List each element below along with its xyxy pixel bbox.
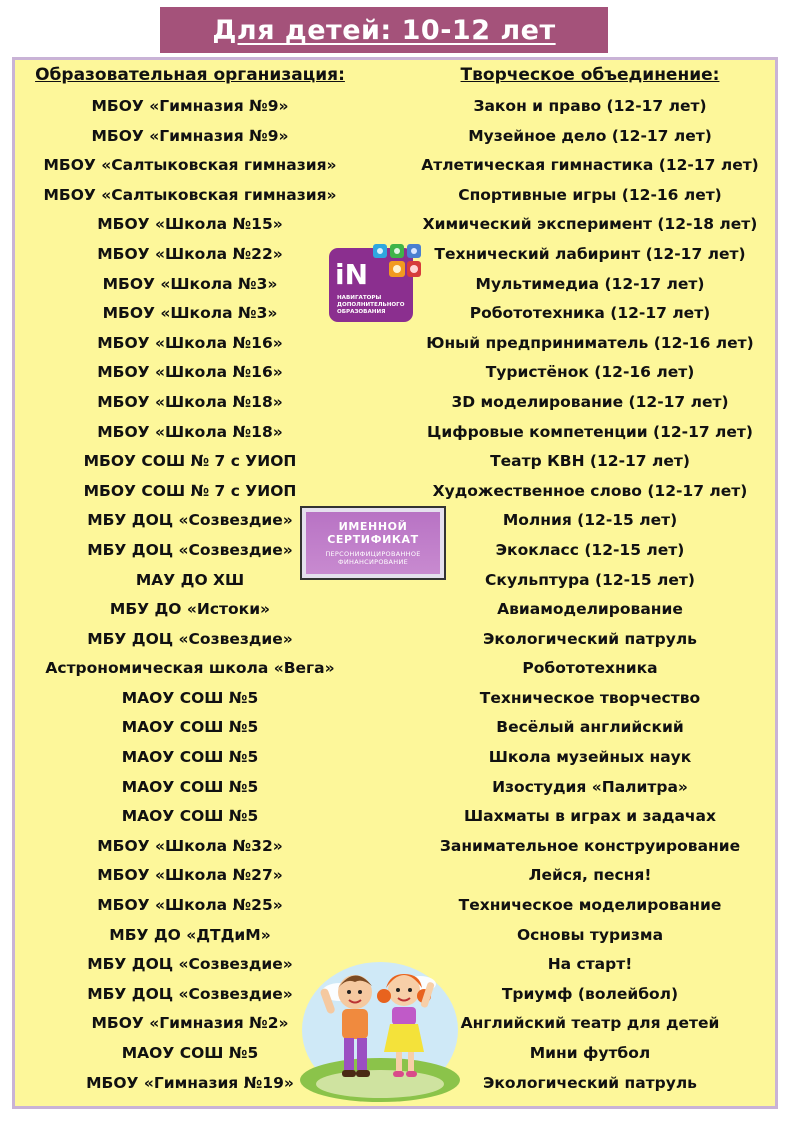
org-name: МБОУ «Школа №15» bbox=[97, 215, 283, 234]
program-name: Мини футбол bbox=[529, 1044, 651, 1062]
program-name: Основы туризма bbox=[516, 925, 664, 944]
program-name: Закон и право (12-17 лет) bbox=[473, 97, 707, 115]
program-name: Шахматы в играх и задачах bbox=[463, 807, 717, 826]
column-headers bbox=[15, 65, 779, 91]
table-row bbox=[15, 686, 779, 716]
org-name: МБОУ «Гимназия №2» bbox=[91, 1014, 289, 1033]
table-row bbox=[15, 212, 779, 242]
org-name: МБОУ «Салтыковская гимназия» bbox=[43, 185, 337, 204]
program-name: Химический эксперимент (12-18 лет) bbox=[422, 215, 758, 234]
program-name: Музейное дело (12-17 лет) bbox=[468, 126, 712, 145]
table-row bbox=[15, 420, 779, 450]
program-column-header: Творческое объединение: bbox=[460, 65, 720, 85]
program-name: Техническое творчество bbox=[479, 688, 701, 707]
program-name: Экологический патруль bbox=[483, 1073, 697, 1092]
org-name: МБУ ДО «Истоки» bbox=[109, 600, 271, 619]
program-name: На старт! bbox=[547, 955, 633, 974]
org-name: Астрономическая школа «Вега» bbox=[45, 659, 335, 678]
program-name: Туристёнок (12-16 лет) bbox=[485, 363, 695, 382]
org-name: МБОУ «Школа №16» bbox=[97, 363, 283, 382]
table-row bbox=[15, 804, 779, 834]
program-name: Техническое моделирование bbox=[458, 896, 722, 915]
table-row bbox=[15, 923, 779, 953]
table-row bbox=[15, 745, 779, 775]
org-name: МБОУ «Школа №3» bbox=[102, 304, 278, 323]
certificate-subtitle: ПЕРСОНИФИЦИРОВАННОЕ ФИНАНСИРОВАНИЕ bbox=[325, 550, 421, 566]
table-row bbox=[15, 94, 779, 124]
svg-text:ДОПОЛНИТЕЛЬНОГО: ДОПОЛНИТЕЛЬНОГО bbox=[337, 302, 405, 308]
org-name: МБОУ «Школа №25» bbox=[97, 896, 283, 915]
program-name: Атлетическая гимнастика (12-17 лет) bbox=[421, 156, 759, 175]
table-row bbox=[15, 863, 779, 893]
org-name: МБУ ДОЦ «Созвездие» bbox=[87, 540, 293, 559]
org-name: МАОУ СОШ №5 bbox=[121, 718, 259, 737]
title-banner bbox=[160, 7, 608, 53]
org-name: МБОУ «Гимназия №9» bbox=[91, 126, 289, 145]
program-name: Экокласс (12-15 лет) bbox=[495, 540, 685, 559]
program-name: Экологический патруль bbox=[483, 629, 697, 648]
program-name: Английский театр для детей bbox=[460, 1014, 720, 1033]
program-name: Мультимедиа (12-17 лет) bbox=[475, 274, 705, 293]
table-row bbox=[15, 153, 779, 183]
table-row bbox=[15, 627, 779, 657]
program-name: Молния (12-15 лет) bbox=[502, 511, 678, 530]
program-name: Школа музейных наук bbox=[488, 748, 692, 767]
org-column-header: Образовательная организация: bbox=[35, 65, 345, 85]
program-name: Художественное слово (12-17 лет) bbox=[432, 481, 748, 500]
org-name: МБОУ «Школа №16» bbox=[97, 333, 283, 352]
program-name: Цифровые компетенции (12-17 лет) bbox=[427, 422, 753, 441]
org-name: МАОУ СОШ №5 bbox=[121, 748, 259, 767]
program-name: Юный предприниматель (12-16 лет) bbox=[426, 333, 754, 352]
org-name: МБОУ «Школа №18» bbox=[97, 392, 283, 411]
program-name: Робототехника (12-17 лет) bbox=[469, 304, 711, 323]
table-row bbox=[15, 479, 779, 509]
program-name: Скульптура (12-15 лет) bbox=[485, 570, 695, 589]
org-name: МБОУ СОШ № 7 с УИОП bbox=[83, 481, 297, 500]
table-row bbox=[15, 360, 779, 390]
program-name: Лейся, песня! bbox=[528, 866, 652, 885]
table-row bbox=[15, 656, 779, 686]
org-name: МАОУ СОШ №5 bbox=[121, 807, 259, 826]
org-name: МАОУ СОШ №5 bbox=[121, 777, 259, 796]
org-name: МБУ ДОЦ «Созвездие» bbox=[87, 511, 293, 530]
org-name: МАУ ДО ХШ bbox=[135, 570, 245, 589]
table-row bbox=[15, 124, 779, 154]
program-name: Изостудия «Палитра» bbox=[492, 777, 688, 796]
table-row bbox=[15, 331, 779, 361]
org-name: МБОУ «Школа №27» bbox=[97, 866, 283, 885]
org-name: МБОУ СОШ № 7 с УИОП bbox=[83, 452, 297, 471]
program-name: Театр КВН (12-17 лет) bbox=[490, 452, 690, 471]
program-name: Занимательное конструирование bbox=[439, 836, 741, 855]
program-name: Триумф (волейбол) bbox=[501, 984, 679, 1003]
svg-text:НАВИГАТОРЫ: НАВИГАТОРЫ bbox=[337, 295, 382, 301]
org-name: МБОУ «Гимназия №9» bbox=[91, 97, 289, 115]
table-row bbox=[15, 390, 779, 420]
org-name: МАОУ СОШ №5 bbox=[121, 1044, 259, 1062]
program-name: Спортивные игры (12-16 лет) bbox=[458, 185, 722, 204]
org-name: МБОУ «Школа №32» bbox=[97, 836, 283, 855]
table-row bbox=[15, 715, 779, 745]
page-title: Для детей: 10-12 лет bbox=[212, 14, 556, 46]
program-name: Весёлый английский bbox=[496, 718, 684, 737]
certificate-title: ИМЕННОЙ СЕРТИФИКАТ bbox=[327, 520, 419, 546]
logo-mark: iN bbox=[335, 258, 369, 291]
table-row bbox=[15, 449, 779, 479]
org-name: МБУ ДО «ДТДиМ» bbox=[109, 925, 271, 944]
certificate-badge bbox=[300, 506, 446, 580]
table-row bbox=[15, 834, 779, 864]
navigator-logo bbox=[329, 244, 423, 322]
org-name: МБУ ДОЦ «Созвездие» bbox=[87, 629, 293, 648]
table-row bbox=[15, 597, 779, 627]
program-name: 3D моделирование (12-17 лет) bbox=[451, 392, 729, 411]
org-name: МБУ ДОЦ «Созвездие» bbox=[87, 955, 293, 974]
program-name: Авиамоделирование bbox=[497, 600, 683, 619]
program-name: Технический лабиринт (12-17 лет) bbox=[434, 244, 746, 263]
kids-illustration bbox=[300, 952, 460, 1102]
table-row bbox=[15, 183, 779, 213]
org-name: МБУ ДОЦ «Созвездие» bbox=[87, 984, 293, 1003]
org-name: МБОУ «Школа №22» bbox=[97, 244, 283, 263]
table-row bbox=[15, 893, 779, 923]
org-name: МБОУ «Школа №3» bbox=[102, 274, 278, 293]
table-row bbox=[15, 775, 779, 805]
org-name: МАОУ СОШ №5 bbox=[121, 688, 259, 707]
org-name: МБОУ «Гимназия №19» bbox=[86, 1073, 294, 1092]
org-name: МБОУ «Школа №18» bbox=[97, 422, 283, 441]
program-name: Робототехника bbox=[522, 659, 658, 678]
svg-text:ОБРАЗОВАНИЯ: ОБРАЗОВАНИЯ bbox=[337, 309, 386, 315]
org-name: МБОУ «Салтыковская гимназия» bbox=[43, 156, 337, 175]
